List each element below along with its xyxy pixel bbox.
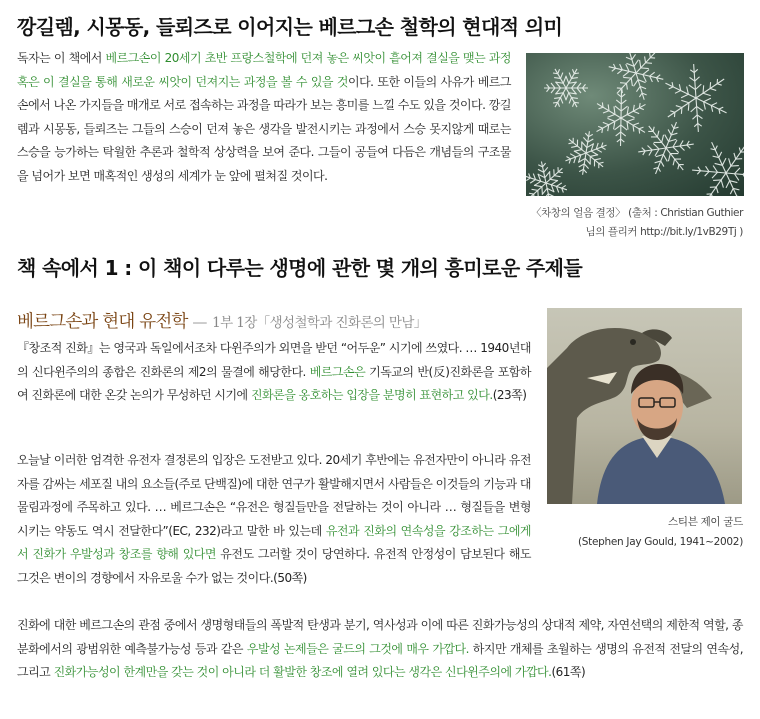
highlighted-text: 진화론을 옹호하는 입장을 분명히 표현하고 있다. — [250, 388, 493, 402]
excerpt-paragraph-3 — [17, 614, 743, 685]
excerpt-subheading — [17, 308, 537, 333]
body-text: 기독교의 반(反)진화론을 포함하여 진화론에 대한 온갖 논의가 무성하던 시기에 — [17, 364, 531, 402]
frost-crystal-image — [526, 53, 744, 196]
highlighted-text: 베르그손이 20세기 초반 프랑스철학에 던져 놓은 씨앗이 흩어져 결실을 맺는 과정 혹은 이 결실을 통해 새로운 씨앗이 던져지는 과정을 볼 수 있을 것 — [17, 51, 511, 89]
section-title-bergson-legacy: 깡길렘, 시몽동, 들뢰즈로 이어지는 베르그손 철학의 현대적 의미 — [17, 15, 563, 39]
body-text: (23쪽) — [492, 388, 527, 402]
highlighted-text: 베르그손은 — [309, 364, 366, 379]
frost-crystal-illustration — [526, 53, 744, 196]
frost-image-caption — [503, 204, 743, 242]
section-title-excerpts: 책 속에서 1 : 이 책이 다루는 생명에 관한 몇 개의 흥미로운 주제들 — [17, 256, 583, 280]
excerpt-paragraph-2 — [17, 449, 531, 590]
gould-photo-caption — [523, 512, 743, 552]
body-text: 이다. 또한 이들의 사유가 베르그손에서 나온 가지들을 매개로 서로 접속하는 과정을 따라가 보는 흥미를 느낄 수도 있을 것이다. 깡길렘과 시몽동, 들뢰즈는 그들의 스승이 던져 놓은 생각을 발전시키는 과정에서 스승 못지않게 때로는 스승을 능가하는 탁월한 추론과 철학적 상상력을 보여 준다. 그들이 공들여 다듬은 개념들의 구조물을 넘어가 보면 매혹적인 생성의 세계가 눈 앞에 펼쳐질 것이다. — [17, 74, 511, 183]
highlighted-text: 유전과 진화의 연속성을 강조하는 그에게서 진화가 우발성과 창조를 향해 있다면 — [17, 523, 532, 561]
body-text: (61쪽) — [551, 665, 586, 679]
highlighted-text: 진화가능성이 한계만을 갖는 것이 아니라 더 활발한 창조에 열려 있다는 생각은 신다윈주의에 가깝다. — [53, 665, 552, 679]
subheading-main: 베르그손과 현대 유전학 — [17, 312, 188, 332]
frost-caption-line1: 〈차창의 얼음 결정〉 (출처 : Christian Guthier — [530, 207, 743, 219]
highlighted-text: 우발성 논제들은 굴드의 그것에 매우 가깝다. — [246, 641, 469, 656]
subheading-chapter: 1부 1장「생성철학과 진화론의 만남」 — [212, 315, 427, 331]
body-text: 오늘날 이러한 엄격한 유전자 결정론의 입장은 도전받고 있다. 20세기 후반에는 유전자만이 아니라 유전자를 감싸는 세포질 내의 요소들(주로 단백질)에 대한 연구가 활발해지면서 사람들은 이것들의 기능과 대물림과정에 주목하고 있다. … 베르그손은 “유전은 형질들만을 전달하는 것이 아니라 … 형질들을 변형시키는 약동도 역시 전달한다”(EC, 232)라고 말한 바 있는데 — [17, 453, 532, 538]
intro-paragraph — [17, 47, 511, 188]
body-text: 독자는 이 책에서 — [17, 51, 106, 65]
subheading-separator: — — [187, 313, 213, 331]
body-text: 하지만 개체를 초월하는 생명의 유전적 전달의 연속성, 그리고 — [17, 641, 744, 679]
body-text: 『창조적 진화』는 영국과 독일에서조차 다윈주의가 외면을 받던 “어두운” 시기에 쓰였다. … 1940년대의 신다윈주의의 종합은 진화론의 제2의 물결에 해당한다. — [17, 341, 531, 379]
gould-caption-dates: (Stephen Jay Gould, 1941~2002) — [577, 536, 743, 548]
body-text: 유전도 그러할 것이 당연하다. 유전적 안정성이 담보된다 해도 그것은 변이의 경향에서 자유로울 수가 없는 것이다.(50쪽) — [17, 547, 532, 585]
gould-portrait-photo — [547, 308, 742, 504]
body-text: 진화에 대한 베르그손의 관점 중에서 생명형태들의 폭발적 탄생과 분기, 역사성과 이에 따른 진화가능성의 상대적 제약, 자연선택의 제한적 역할, 종분화에서의 광범위한 예측불가능성 등과 같은 — [17, 618, 743, 656]
frost-caption-line2: 님의 플리커 http://bit.ly/1vB29Tj ) — [585, 226, 743, 238]
gould-dinosaur-illustration — [547, 308, 742, 504]
excerpt-paragraph-1 — [17, 337, 531, 408]
gould-caption-name: 스티븐 제이 굴드 — [668, 516, 743, 528]
